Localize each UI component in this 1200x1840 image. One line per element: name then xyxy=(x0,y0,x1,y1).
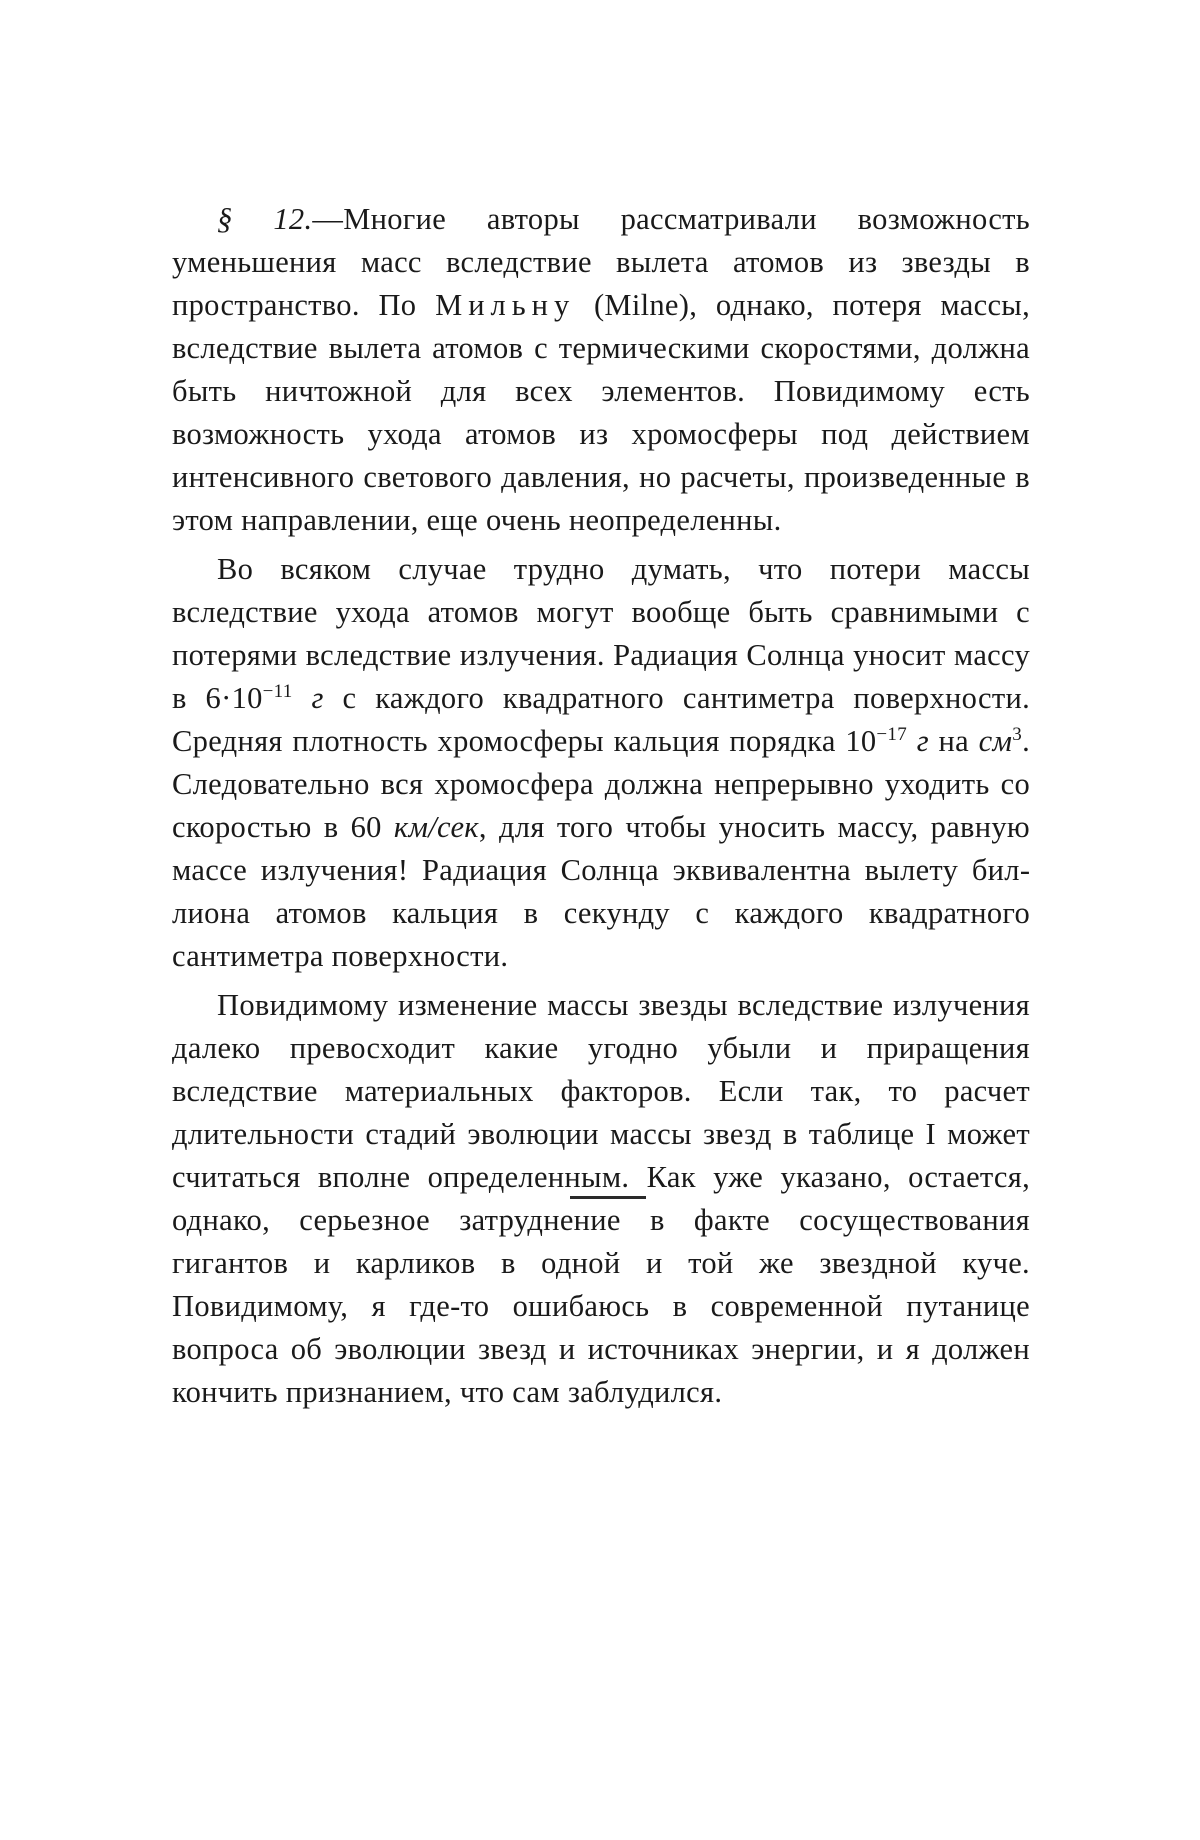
exponent-1: −11 xyxy=(262,680,293,702)
author-name: Мильну xyxy=(435,288,576,322)
section-dash: — xyxy=(312,202,344,236)
paragraph-1 xyxy=(172,198,1030,542)
exponent-3: 3 xyxy=(1012,723,1023,745)
paragraph-3-text: Повидимому изменение массы звезды вследствие излучения далеко превосходит какие угодно убыли и приращения вследствие материальных факторов. Если так, то расчет длительности стадий эволюции массы звезд в таблице I может считаться вполне определенным. Как уже указано, остается, однако, серьезное затруднение в факте сосуществования гигантов и карликов в одной и той же звездной куче. Повидимому, я где-то ошибаюсь в современной путанице вопроса об эволюции звезд и источниках энергии, и я должен кончить признанием, что сам заблудился. xyxy=(172,988,1030,1409)
paragraph-3 xyxy=(172,984,1030,1414)
paragraph-1-part-b: (Milne), однако, потеря массы, вследствие вылета атомов с термическими скоростями, должна быть ничтожной для всех элементов. Повидимому есть возможность ухода атомов из хромосферы под действием интенсивного светового давления, но расчеты, произведенные в этом направлении, еще очень неопределенны. xyxy=(172,288,1031,537)
page-text xyxy=(172,198,1030,1414)
paragraph-2 xyxy=(172,548,1030,978)
paragraph-2-part-a: Во всяком случае трудно думать, что потери массы вследствие ухода атомов могут вообще быть сравнимыми с потерями вследствие излучения. Радиация Солнца уносит массу в 6·10 xyxy=(172,552,1030,715)
paragraph-2-part-e: , для того чтобы уносить массу, равную массе излучения! Радиация Солнца эквивалентна вылету биллиона атомов кальция в секунду с каждого квадратного сантиметра поверхности. xyxy=(172,810,1030,973)
unit-gram-1: г xyxy=(292,681,324,715)
unit-km-per-sec: км/сек xyxy=(393,810,479,844)
paragraph-2-part-d: . Следовательно вся хромосфера должна непрерывно уходить со скоростью в 60 xyxy=(172,724,1030,844)
section-marker: § 12. xyxy=(217,202,313,236)
unit-gram-2: г xyxy=(907,724,929,758)
unit-cm: см xyxy=(978,724,1013,758)
paragraph-2-part-c: на xyxy=(928,724,979,758)
paragraph-1-part-a: Многие авторы рассматривали возможность уменьшения масс вследствие вылета атомов из звезды в пространство. По xyxy=(172,202,1031,322)
paragraph-2-part-b: с каждого квадратного сантиметра поверхности. Средняя плотность хромосферы кальция порядка 10 xyxy=(172,681,1031,758)
exponent-2: −17 xyxy=(876,723,908,745)
closing-rule xyxy=(570,1196,646,1199)
